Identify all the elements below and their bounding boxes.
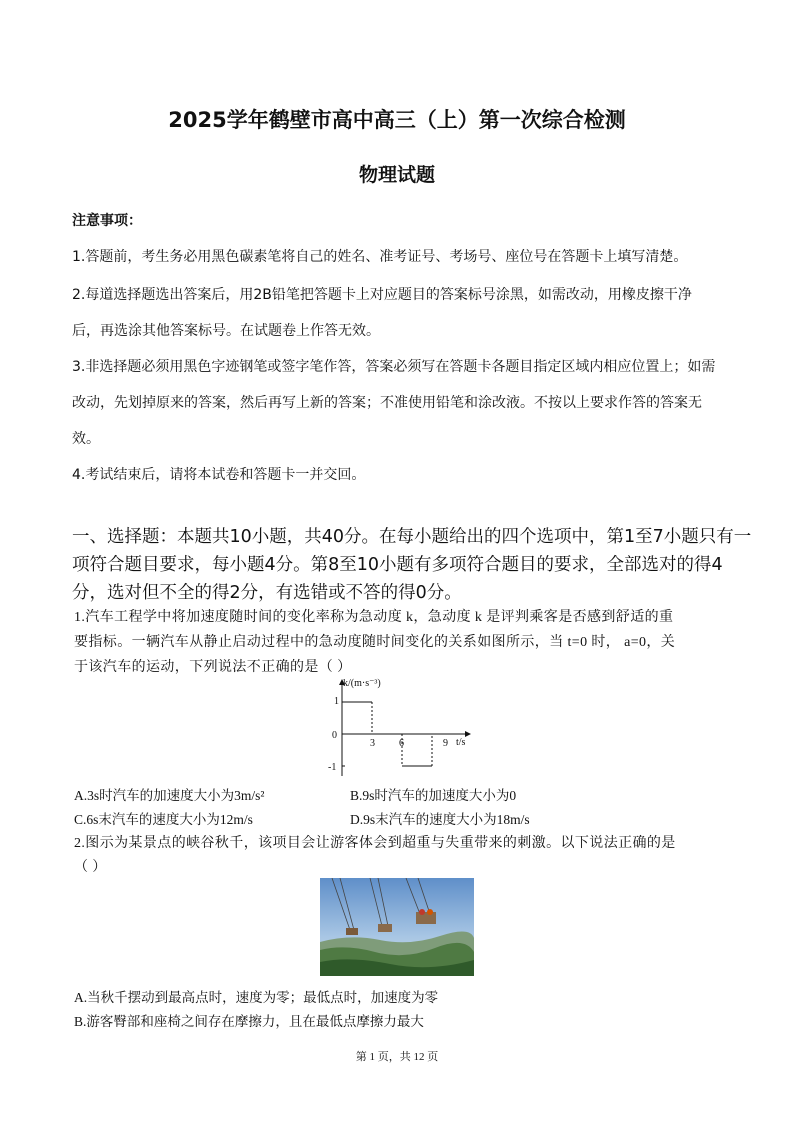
question-2-line: （ ） [74,860,107,875]
section-instruction-line: 分，选对但不全的得2分，有选错或不答的得0分。 [72,583,462,603]
note-line: 1.答题前，考生务必用黑色碳素笔将自己的姓名、准考证号、考场号、座位号在答题卡上填写清楚。 [72,249,688,265]
note-line: 后，再选涂其他答案标号。在试题卷上作答无效。 [72,323,380,339]
y-tick-label: 0 [332,730,337,741]
x-axis-label: t/s [456,737,466,748]
exam-subtitle: 物理试题 [358,164,435,186]
q1-option-a: A.3s时汽车的加速度大小为3m/s² [74,788,265,803]
section-instruction-line: 一、选择题：本题共10小题，共40分。在每小题给出的四个选项中，第1至7小题只有一 [72,527,752,547]
x-tick-label: 6 [399,738,404,749]
y-tick-label: 1 [334,696,339,707]
note-line: 效。 [72,431,100,447]
y-axis-label: k/(m·s⁻³) [343,678,381,689]
canyon-swing-photo [320,878,474,976]
q2-option-a: A.当秋千摆动到最高点时，速度为零；最低点时，加速度为零 [74,990,439,1005]
jerk-time-graph [318,672,478,780]
notes-heading: 注意事项： [72,213,142,229]
page-footer: 第 1 页，共 12 页 [355,1051,439,1063]
exam-title: 2025学年鹤壁市高中高三（上）第一次综合检测 [168,108,626,132]
note-line: 3.非选择题必须用黑色字迹钢笔或签字笔作答，答案必须写在答题卡各题目指定区域内相应位置上；如需 [72,359,716,375]
question-1-line: 于该汽车的运动，下列说法不正确的是（ ） [74,660,352,675]
note-line: 2.每道选择题选出答案后，用2B铅笔把答题卡上对应题目的答案标号涂黑，如需改动，用橡皮擦干净 [72,287,692,303]
question-2-line: 2.图示为某景点的峡谷秋千，该项目会让游客体会到超重与失重带来的刺激。以下说法正确的是 [74,836,676,851]
x-tick-label: 9 [443,738,448,749]
question-1-line: 1.汽车工程学中将加速度随时间的变化率称为急动度 k，急动度 k 是评判乘客是否感到舒适的重 [74,610,674,625]
section-instruction-line: 项符合题目要求，每小题4分。第8至10小题有多项符合题目的要求，全部选对的得4 [72,555,723,575]
question-1-line: 要指标。一辆汽车从静止启动过程中的急动度随时间变化的关系如图所示，当 t=0 时， a=0，关 [74,635,676,650]
x-tick-label: 3 [370,738,375,749]
q1-option-b: B.9s时汽车的加速度大小为0 [350,788,517,803]
q2-option-b: B.游客臀部和座椅之间存在摩擦力，且在最低点摩擦力最大 [74,1014,424,1029]
note-line: 4.考试结束后，请将本试卷和答题卡一并交回。 [72,467,366,483]
q1-option-c: C.6s末汽车的速度大小为12m/s [74,812,253,827]
note-line: 改动，先划掉原来的答案，然后再写上新的答案；不准使用铅笔和涂改液。不按以上要求作答的答案无 [72,395,702,411]
q1-option-d: D.9s末汽车的速度大小为18m/s [350,812,530,827]
y-tick-label: -1 [328,762,337,773]
